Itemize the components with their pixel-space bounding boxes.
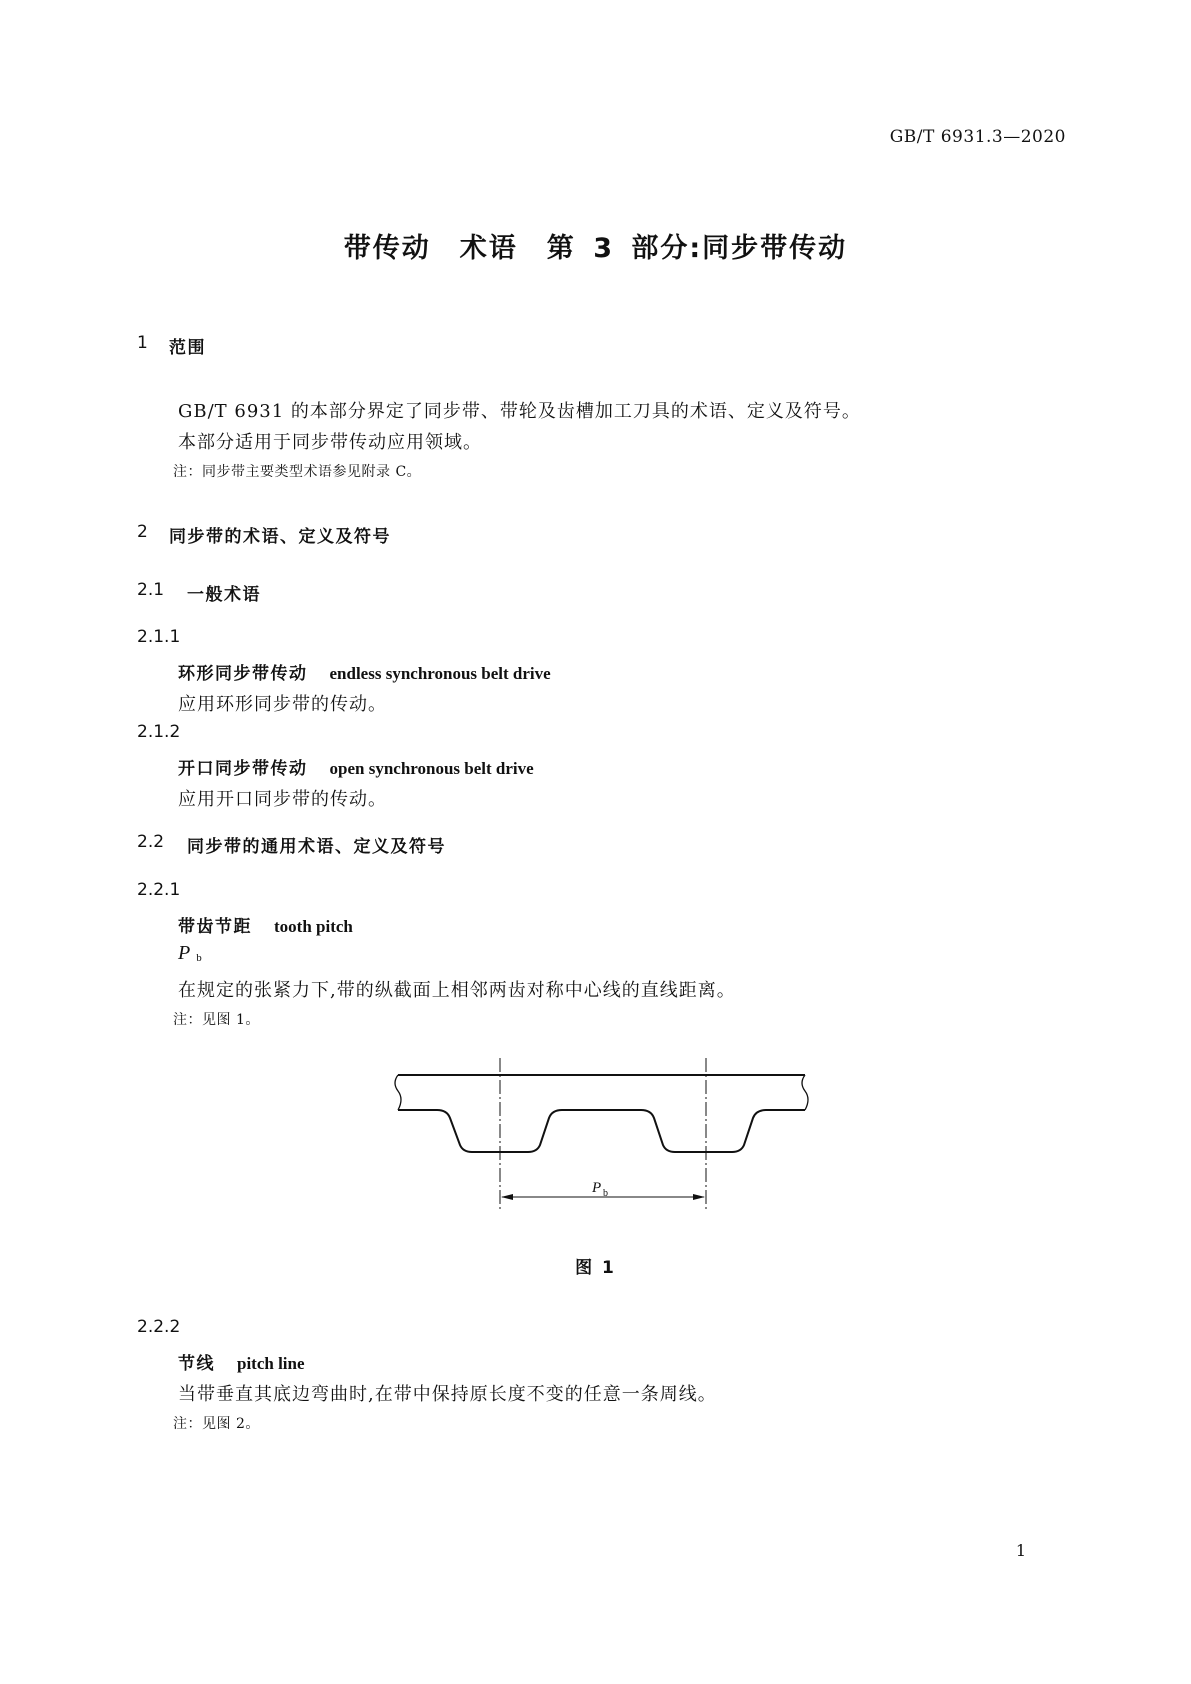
term-2-2-1-number: 2.2.1 [137, 880, 181, 900]
term-2-1-1-heading [178, 659, 551, 684]
section-2-1-number: 2.1 [137, 580, 165, 600]
page-number: 1 [1015, 1541, 1026, 1560]
section-2-title: 同步带的术语、定义及符号 [169, 527, 391, 547]
belt-tooth-profile [398, 1110, 805, 1152]
term-2-1-1-number: 2.1.1 [137, 627, 181, 647]
dimension-arrow-left [501, 1194, 513, 1200]
term-2-2-2-number: 2.2.2 [137, 1317, 181, 1337]
section-2-2-title: 同步带的通用术语、定义及符号 [187, 837, 446, 857]
term-2-2-2-en: pitch line [237, 1354, 305, 1373]
term-2-1-1-en: endless synchronous belt drive [329, 664, 551, 683]
term-2-1-2-number: 2.1.2 [137, 722, 181, 742]
term-2-1-2-en: open synchronous belt drive [329, 759, 534, 778]
term-2-2-2-heading [178, 1349, 305, 1374]
term-2-2-1-en: tooth pitch [274, 917, 353, 936]
section-1-title: 范围 [169, 338, 206, 358]
term-2-2-2-note: 注：见图 2。 [173, 1416, 260, 1432]
section-1-note: 注：同步带主要类型术语参见附录 C。 [173, 464, 422, 480]
symbol-letter: P [178, 942, 191, 964]
document-title: 带传动 术语 第 3 部分:同步带传动 [343, 233, 848, 264]
pitch-label-symbol: P [592, 1180, 602, 1196]
term-2-2-1-heading [178, 912, 353, 937]
section-2-1-title: 一般术语 [187, 585, 261, 605]
section-1-number: 1 [137, 333, 148, 353]
section-1-paragraph-1: GB/T 6931 的本部分界定了同步带、带轮及齿槽加工刀具的术语、定义及符号。 [178, 401, 861, 422]
section-2-number: 2 [137, 522, 148, 542]
term-2-1-2-zh: 开口同步带传动 [178, 759, 308, 779]
left-break-line [395, 1075, 401, 1110]
term-2-1-1-zh: 环形同步带传动 [178, 664, 308, 684]
term-2-2-2-zh: 节线 [178, 1354, 215, 1374]
term-2-1-2-definition: 应用开口同步带的传动。 [178, 789, 387, 810]
symbol-subscript: b [196, 952, 202, 964]
figure-1-caption: 图 1 [575, 1258, 616, 1278]
term-2-1-1-definition: 应用环形同步带的传动。 [178, 694, 387, 715]
term-2-2-1-symbol [178, 942, 202, 965]
term-2-2-2-definition: 当带垂直其底边弯曲时,在带中保持原长度不变的任意一条周线。 [178, 1384, 717, 1405]
pitch-label-subscript: b [603, 1188, 608, 1199]
term-2-2-1-note: 注：见图 1。 [173, 1012, 260, 1028]
term-2-2-1-definition: 在规定的张紧力下,带的纵截面上相邻两齿对称中心线的直线距离。 [178, 980, 736, 1001]
standard-number: GB/T 6931.3—2020 [889, 127, 1066, 147]
right-break-line [802, 1075, 808, 1110]
term-2-2-1-zh: 带齿节距 [178, 917, 252, 937]
term-2-1-2-heading [178, 754, 534, 779]
section-1-paragraph-2: 本部分适用于同步带传动应用领域。 [178, 432, 482, 453]
section-2-2-number: 2.2 [137, 832, 165, 852]
figure-1-belt-diagram [385, 1050, 815, 1230]
dimension-arrow-right [693, 1194, 705, 1200]
